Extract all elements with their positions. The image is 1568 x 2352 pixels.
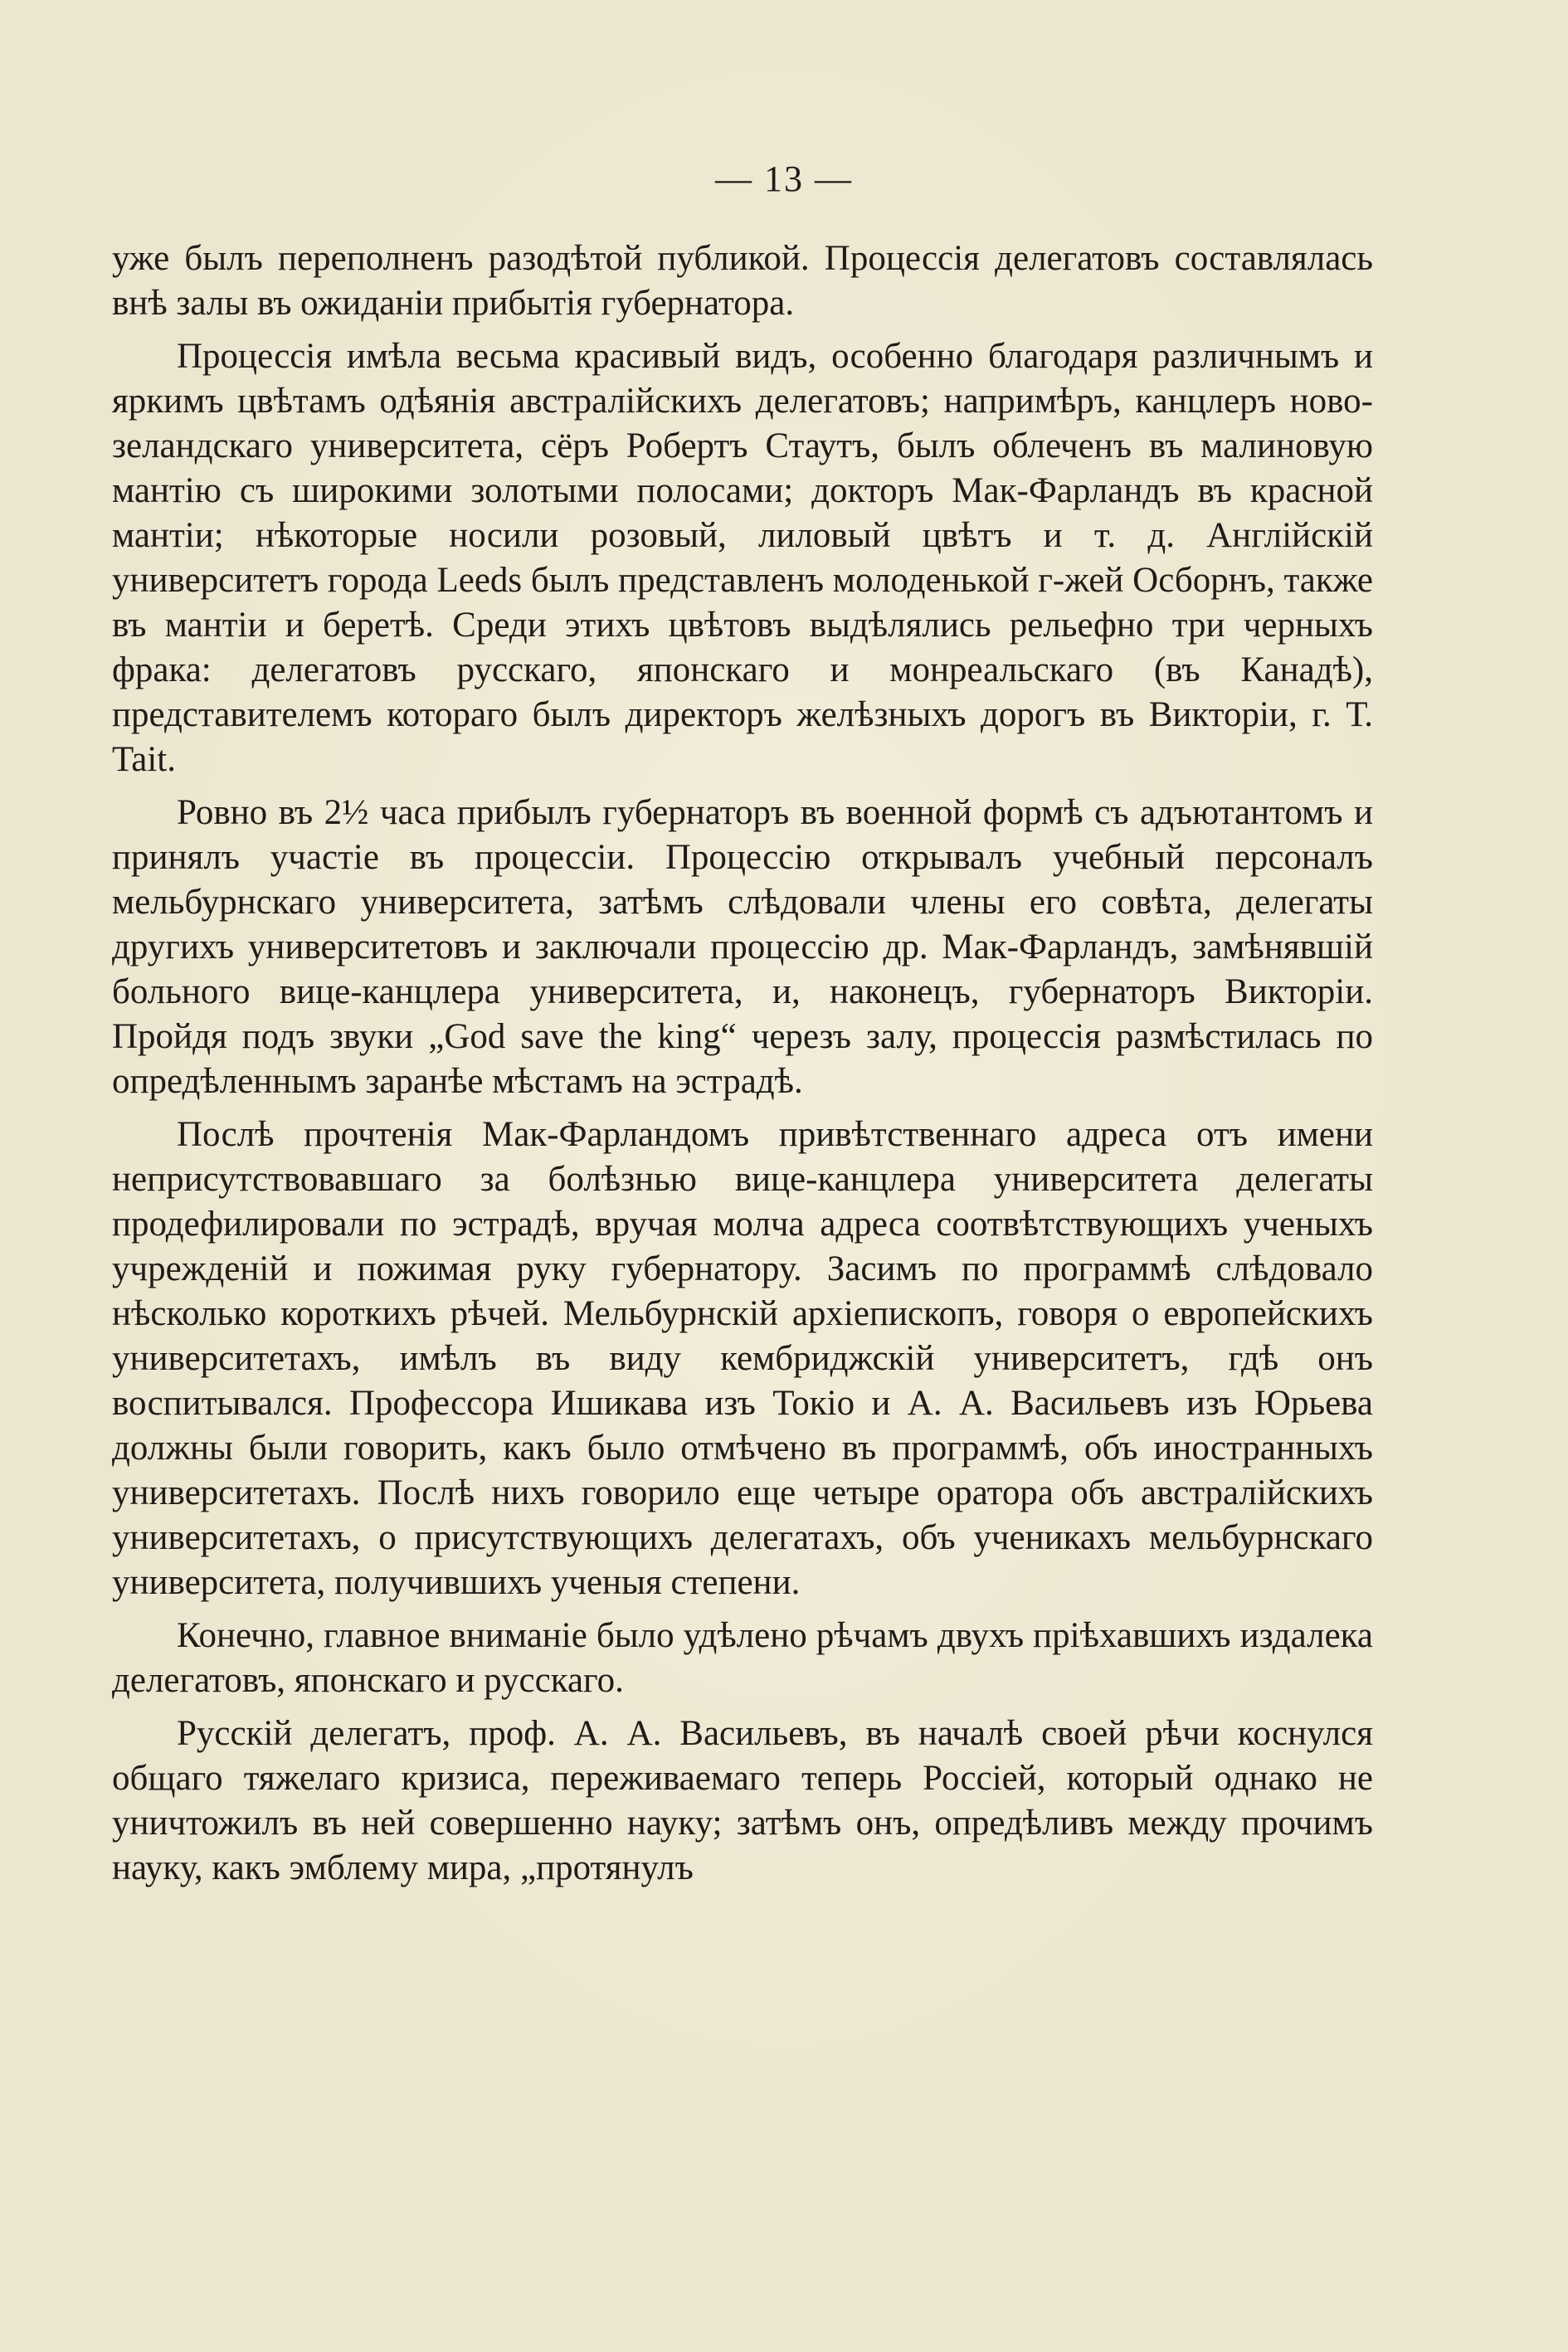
paragraph: уже былъ переполненъ разодѣтой публикой. Процессія делегатовъ составлялась внѣ залы въ ожиданіи прибытія губернатора. xyxy=(112,239,1373,323)
paragraph: Конечно, главное вниманіе было удѣлено рѣчамъ двухъ пріѣхавшихъ издалека делегатовъ, японскаго и русскаго. xyxy=(112,1616,1373,1700)
page-number: — 13 — xyxy=(715,158,853,199)
paragraph: Послѣ прочтенія Мак-Фарландомъ привѣтственнаго адреса отъ имени неприсутствовавшаго за болѣзнью вице-канцлера университета делегаты продефилировали по эстрадѣ, вручая молча адреса соотвѣтствующихъ ученыхъ учрежденій и пожимая руку губернатору. Засимъ по программѣ слѣдовало нѣсколько короткихъ рѣчей. Мельбурнскій архіепископъ, говоря о европейскихъ университетахъ, имѣлъ въ виду кембриджскій университетъ, гдѣ онъ воспитывался. Профессора Ишикава изъ Токіо и А. А. Васильевъ изъ Юрьева должны были говорить, какъ было отмѣчено въ программѣ, объ иностранныхъ университетахъ. Послѣ нихъ говорило еще четыре оратора объ австралійскихъ университетахъ, о присутствующихъ делегатахъ, объ ученикахъ мельбурнскаго университета, получившихъ ученыя степени. xyxy=(112,1115,1373,1602)
paragraph: Ровно въ 2½ часа прибылъ губернаторъ въ военной формѣ съ адъютантомъ и принялъ участіе въ процессіи. Процессію открывалъ учебный персоналъ мельбурнскаго университета, затѣмъ слѣдовали члены его совѣта, делегаты другихъ университетовъ и заключали процессію др. Мак-Фарландъ, замѣнявшій больного вице-канцлера университета, и, наконецъ, губернаторъ Викторіи. Пройдя подъ звуки „God save the king“ черезъ залу, процессія размѣстилась по опредѣленнымъ заранѣе мѣстамъ на эстрадѣ. xyxy=(112,793,1373,1101)
page-body xyxy=(112,236,1373,1891)
paragraph: Русскій делегатъ, проф. А. А. Васильевъ, въ началѣ своей рѣчи коснулся общаго тяжелаго кризиса, переживаемаго теперь Россіей, который однако не уничтожилъ въ ней совершенно науку; затѣмъ онъ, опредѣливъ между прочимъ науку, какъ эмблему мира, „протянулъ xyxy=(112,1714,1373,1887)
paragraph: Процессія имѣла весьма красивый видъ, особенно благодаря различнымъ и яркимъ цвѣтамъ одѣянія австралійскихъ делегатовъ; напримѣръ, канцлеръ ново-зеландскаго университета, сёръ Робертъ Стаутъ, былъ облеченъ въ малиновую мантію съ широкими золотыми полосами; докторъ Мак-Фарландъ въ красной мантіи; нѣкоторые носили розовый, лиловый цвѣтъ и т. д. Англійскій университетъ города Leeds былъ представленъ молоденькой г-жей Осборнъ, также въ мантіи и беретѣ. Среди этихъ цвѣтовъ выдѣлялись рельефно три черныхъ фрака: делегатовъ русскаго, японскаго и монреальскаго (въ Канадѣ), представителемъ котораго былъ директоръ желѣзныхъ дорогъ въ Викторіи, г. Т. Tait. xyxy=(112,337,1373,779)
